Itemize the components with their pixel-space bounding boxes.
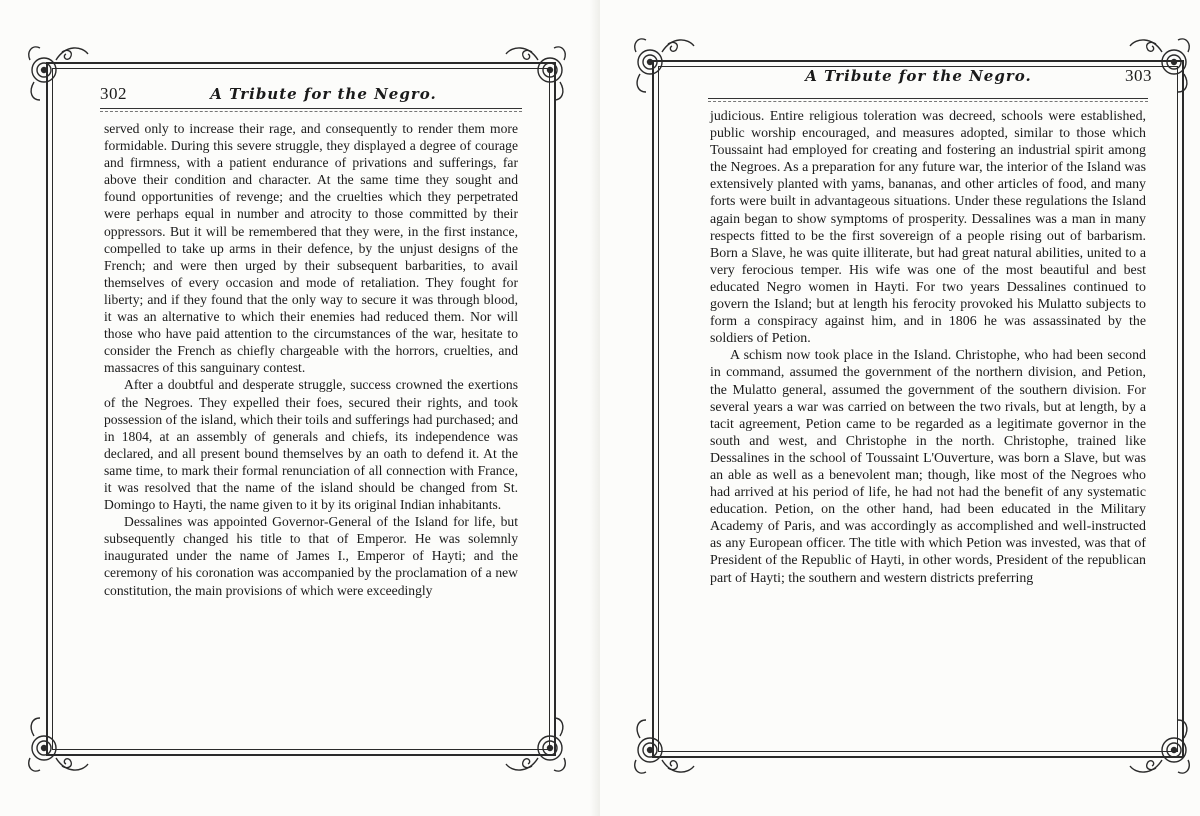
left-paragraph-1: served only to increase their rage, and consequently to render them more formidable. During this severe struggle, they displayed a degree of courage and firmness, with a patient endurance of privations and sufferings, far above their condition and character. At the same time they sought and found opportunities of revenge; and the cruelties which they perpetrated were perhaps equal in number and atrocity to those committed by their oppressors. But it will be remembered that they were, in the first instance, compelled to take up arms in their defence, by the unjust designs of the French; and were then urged by their subsequent barbarities, to avail themselves of every occasion and mode of retaliation. They fought for liberty; and if they found that the only way to secure it was through blood, it was an alternative to which their enemies had reduced them. Nor will those who have paid attention to the circumstances of the war, hesitate to consider the French as chiefly chargeable with the horrors, cruelties, and massacres of this sanguinary contest. — [104, 121, 518, 376]
bottom-right-ornament-icon — [1124, 718, 1196, 790]
right-header-rule — [708, 98, 1148, 99]
right-paragraph-2: A schism now took place in the Island. Christophe, who had been second in command, assumed the government of the northern division, and Petion, the Mulatto general, assumed the government of the southern division. For several years a war was carried on between the two rivals, but at length, by a tacit agreement, Petion came to be regarded as a legitimate governor in the south and west, and Christophe in the north. Christophe, trained like Dessalines in the school of Toussaint L'Ouverture, was born a Slave, but was an able as well as a benevolent man; though, like most of the Negroes who had arrived at his period of life, he had not had the benefit of any systematic education. Petion, on the other hand, had been educated in the Military Academy of Paris, and was accordingly as accomplished and well-instructed as any European officer. The title with which Petion was invested, was that of President of the Republic of Hayti, in other words, President of the republican part of Hayti; the southern and western districts preferring — [710, 348, 1146, 586]
top-left-ornament-icon — [22, 30, 94, 102]
right-page-body — [710, 108, 1146, 587]
left-page-body — [104, 120, 518, 599]
left-page-header — [100, 84, 520, 104]
right-running-head: A Tribute for the Negro. — [805, 67, 1032, 85]
left-header-rule — [100, 108, 522, 109]
left-running-head: A Tribute for the Negro. — [210, 85, 437, 103]
right-page-number: 303 — [1125, 66, 1152, 85]
right-page-header — [712, 66, 1152, 86]
top-right-ornament-icon — [1124, 22, 1196, 94]
left-paragraph-3: Dessalines was appointed Governor-General of the Island for life, but subsequently changed his title to that of Emperor. He was solemnly inaugurated under the name of James I., Emperor of Hayti; and the ceremony of his coronation was accompanied by the proclamation of a new constitution, the main provisions of which were exceedingly — [104, 514, 518, 598]
right-page — [600, 0, 1200, 816]
bottom-left-ornament-icon — [22, 716, 94, 788]
top-left-ornament-icon — [628, 22, 700, 94]
left-page-number: 302 — [100, 84, 127, 103]
left-paragraph-2: After a doubtful and desperate struggle, success crowned the exertions of the Negroes. They expelled their foes, secured their rights, and took possession of the island, which their toils and sufferings had purchased; and in 1804, at an assembly of generals and chiefs, its independence was declared, and all present bound themselves by an oath to defend it. At the same time, to mark their formal renunciation of all connection with France, it was resolved that the name of the island should be changed from St. Domingo to Hayti, the name given to it by its original Indian inhabitants. — [104, 377, 518, 513]
bottom-left-ornament-icon — [628, 718, 700, 790]
right-paragraph-1: judicious. Entire religious toleration was decreed, schools were established, public worship encouraged, and measures adopted, similar to those which Toussaint had employed for creating and fostering an industrial spirit among the Negroes. As a preparation for any future war, the interior of the Island was extensively planted with yams, bananas, and other articles of food, and many forts were built in advantageous situations. Under these regulations the Island again began to show symptoms of prosperity. Dessalines was a man in many respects fitted to be the first sovereign of a people rising out of barbarism. Born a Slave, he was quite illiterate, but had great natural abilities, united to a very ferocious temper. His wife was one of the most beautiful and best educated Negro women in Hayti. For two years Dessalines continued to govern the Island; but at length his ferocity provoked his Mulatto subjects to form a conspiracy against him, and in 1806 he was assassinated by the soldiers of Petion. — [710, 109, 1146, 347]
bottom-right-ornament-icon — [500, 716, 572, 788]
top-right-ornament-icon — [500, 30, 572, 102]
